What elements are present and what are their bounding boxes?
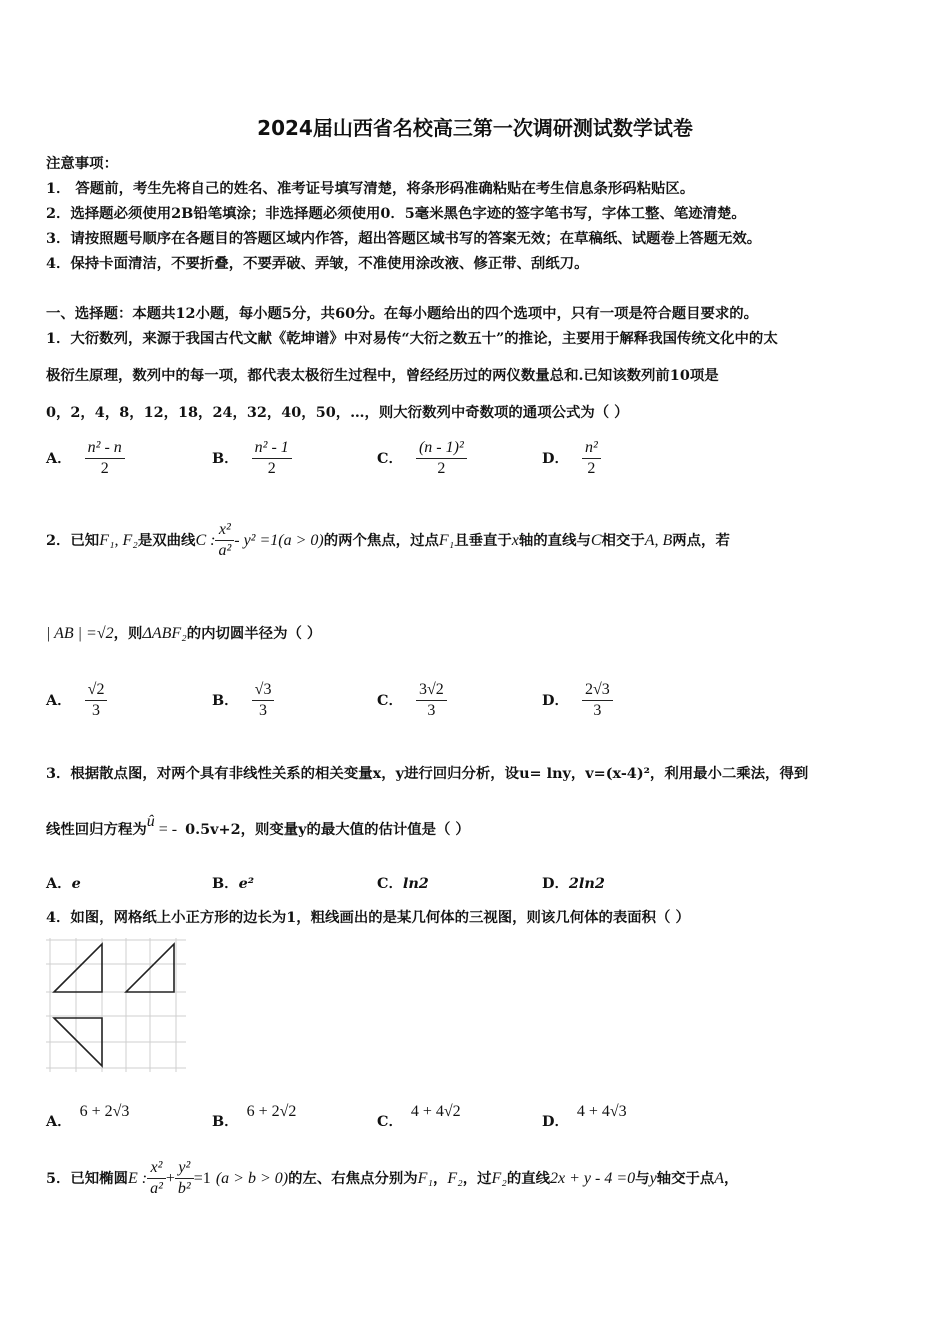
- q3-line2: [46, 813, 470, 839]
- q1-option-a[interactable]: [46, 438, 125, 479]
- q2-option-a[interactable]: [46, 680, 107, 721]
- text: 轴的直线与: [518, 532, 591, 549]
- option-value: 6 + 2√3: [79, 1103, 130, 1120]
- frac-num: n² - 1: [252, 438, 292, 459]
- frac-num: x²: [215, 520, 234, 541]
- frac-den: 2: [267, 460, 276, 477]
- text: 2．已知: [46, 532, 100, 549]
- math: F₂: [491, 1170, 507, 1187]
- math: A, B: [644, 532, 673, 549]
- math: = -: [158, 821, 178, 838]
- q3-option-a[interactable]: [46, 872, 81, 893]
- math: C: [590, 532, 602, 549]
- q2-line1: [46, 520, 730, 561]
- frac-num: n²: [582, 438, 601, 459]
- option-value: e²: [238, 875, 255, 892]
- option-label: A．: [46, 450, 72, 467]
- view-shapes: [54, 944, 174, 1066]
- q4-option-c[interactable]: [377, 1100, 461, 1130]
- q3-line: 3．根据散点图，对两个具有非线性关系的相关变量x，y进行回归分析，设u= lny，v=(x-4)²，利用最小二乘法，得到: [46, 765, 809, 782]
- frac-num: √3: [252, 680, 275, 701]
- q4-option-b[interactable]: [212, 1100, 297, 1130]
- text: 的内切圆半径为（ ）: [186, 625, 322, 642]
- notice-heading: 注意事项：: [46, 155, 118, 172]
- frac-den: 3: [92, 702, 101, 719]
- math: F₁: [417, 1170, 433, 1187]
- text: 的两个焦点，过点: [323, 532, 439, 549]
- option-value: e: [71, 875, 81, 892]
- q5-line: [46, 1158, 738, 1199]
- notice-item: 1． 答题前，考生先将自己的姓名、准考证号填写清楚，将条形码准确粘贴在考生信息条形码粘贴区。: [46, 180, 695, 197]
- math: û: [146, 813, 155, 830]
- three-view-figure: [46, 938, 186, 1072]
- text: 两点，若: [672, 532, 730, 549]
- text: 5．已知椭圆: [46, 1170, 128, 1187]
- frac-num: y²: [175, 1158, 194, 1179]
- text: 相交于: [601, 532, 645, 549]
- q4-option-d[interactable]: [542, 1100, 627, 1130]
- q2-option-c[interactable]: [377, 680, 447, 721]
- option-value: 2ln2: [568, 875, 605, 892]
- option-value: 6 + 2√2: [246, 1103, 297, 1120]
- q4-option-a[interactable]: [46, 1100, 130, 1130]
- q2-option-b[interactable]: [212, 680, 274, 721]
- frac-num: x²: [147, 1158, 166, 1179]
- text: ，: [724, 1170, 739, 1187]
- q2-line2: [46, 622, 321, 643]
- text: 线性回归方程为: [46, 821, 147, 838]
- math: x: [511, 532, 519, 549]
- option-label: A．: [46, 692, 72, 709]
- frac-num: (n - 1)²: [416, 438, 467, 459]
- text: ，: [432, 1170, 448, 1187]
- math: +: [165, 1170, 175, 1187]
- option-label: C．: [377, 692, 403, 709]
- frac-den: b²: [177, 1180, 191, 1197]
- option-label: B．: [212, 875, 239, 892]
- q3-option-d[interactable]: [542, 872, 605, 893]
- notice-item: 2．选择题必须使用2B铅笔填涂；非选择题必须使用0．5毫米黑色字迹的签字笔书写，字体工整、笔迹清楚。: [46, 205, 746, 222]
- math: =1: [193, 1170, 211, 1187]
- frac-den: 3: [259, 702, 268, 719]
- math: y: [649, 1170, 657, 1187]
- page-title: 2024届山西省名校高三第一次调研测试数学试卷: [257, 116, 693, 140]
- option-label: B．: [212, 692, 239, 709]
- grid-lines: [46, 938, 186, 1072]
- option-label: A．: [46, 875, 72, 892]
- option-label: D．: [542, 1113, 569, 1130]
- text: 的直线: [506, 1170, 551, 1187]
- option-value: 4 + 4√3: [576, 1103, 627, 1120]
- text: 与: [635, 1170, 650, 1187]
- option-label: C．: [377, 875, 403, 892]
- math: - y² =1(a > 0): [234, 532, 324, 549]
- math: ΔABF₂: [142, 625, 187, 642]
- option-label: D．: [542, 450, 569, 467]
- frac-den: 2: [587, 460, 596, 477]
- option-label: B．: [212, 1113, 239, 1130]
- math: F₂: [447, 1170, 463, 1187]
- math: F₁, F₂: [99, 532, 138, 549]
- frac-den: 2: [437, 460, 446, 477]
- option-value: ln2: [402, 875, 429, 892]
- math: | AB | =√2: [46, 625, 114, 642]
- option-label: C．: [377, 1113, 403, 1130]
- notice-item: 3．请按照题号顺序在各题目的答题区域内作答，超出答题区域书写的答案无效；在草稿纸、试题卷上答题无效。: [46, 230, 762, 247]
- frac-num: √2: [85, 680, 108, 701]
- q2-option-d[interactable]: [542, 680, 613, 721]
- option-label: A．: [46, 1113, 72, 1130]
- q3-option-b[interactable]: [212, 872, 254, 893]
- math: A: [714, 1170, 725, 1187]
- q1-line: 1．大衍数列，来源于我国古代文献《乾坤谱》中对易传“大衍之数五十”的推论，主要用于解释我国传统文化中的太: [46, 330, 778, 347]
- notice-item: 4．保持卡面清洁，不要折叠，不要弄破、弄皱，不准使用涂改液、修正带、刮纸刀。: [46, 255, 589, 272]
- q4-line: 4．如图，网格纸上小正方形的边长为1，粗线画出的是某几何体的三视图，则该几何体的表面积（ ）: [46, 909, 690, 926]
- option-label: B．: [212, 450, 239, 467]
- frac-num: n² - n: [85, 438, 125, 459]
- option-label: C．: [377, 450, 403, 467]
- text: 的左、右焦点分别为: [288, 1170, 418, 1187]
- option-label: D．: [542, 692, 569, 709]
- math: E :: [127, 1170, 148, 1187]
- q1-option-b[interactable]: [212, 438, 292, 479]
- text: 0.5v+2，则变量y的最大值的估计值是（ ）: [185, 821, 470, 838]
- math: F₁: [438, 532, 455, 549]
- section-heading: 一、选择题：本题共12小题，每小题5分，共60分。在每小题给出的四个选项中，只有一项是符合题目要求的。: [46, 305, 759, 322]
- text: ，则: [113, 625, 143, 642]
- text: 轴交于点: [656, 1170, 715, 1187]
- text: 是双曲线: [137, 532, 196, 549]
- text: 且垂直于: [454, 532, 512, 549]
- text: ，过: [462, 1170, 492, 1187]
- math: C :: [195, 532, 216, 549]
- math: (a > b > 0): [215, 1170, 289, 1187]
- frac-den: 3: [427, 702, 436, 719]
- frac-num: 2√3: [582, 680, 613, 701]
- math: 2x + y - 4 =0: [550, 1170, 636, 1187]
- frac-den: a²: [150, 1180, 163, 1197]
- q1-option-d[interactable]: [542, 438, 601, 479]
- frac-den: a²: [218, 542, 232, 559]
- q3-option-c[interactable]: [377, 872, 429, 893]
- q1-option-c[interactable]: [377, 438, 467, 479]
- option-label: D．: [542, 875, 569, 892]
- q1-line: 极衍生原理，数列中的每一项，都代表太极衍生过程中，曾经经历过的两仪数量总和.已知该数列前10项是: [46, 367, 719, 384]
- front-view-triangle: [54, 944, 102, 992]
- frac-num: 3√2: [416, 680, 447, 701]
- q1-line: 0，2，4，8，12，18，24，32，40，50，…，则大衍数列中奇数项的通项公式为（ ）: [46, 404, 629, 421]
- frac-den: 2: [100, 460, 109, 477]
- option-value: 4 + 4√2: [410, 1103, 461, 1120]
- frac-den: 3: [593, 702, 602, 719]
